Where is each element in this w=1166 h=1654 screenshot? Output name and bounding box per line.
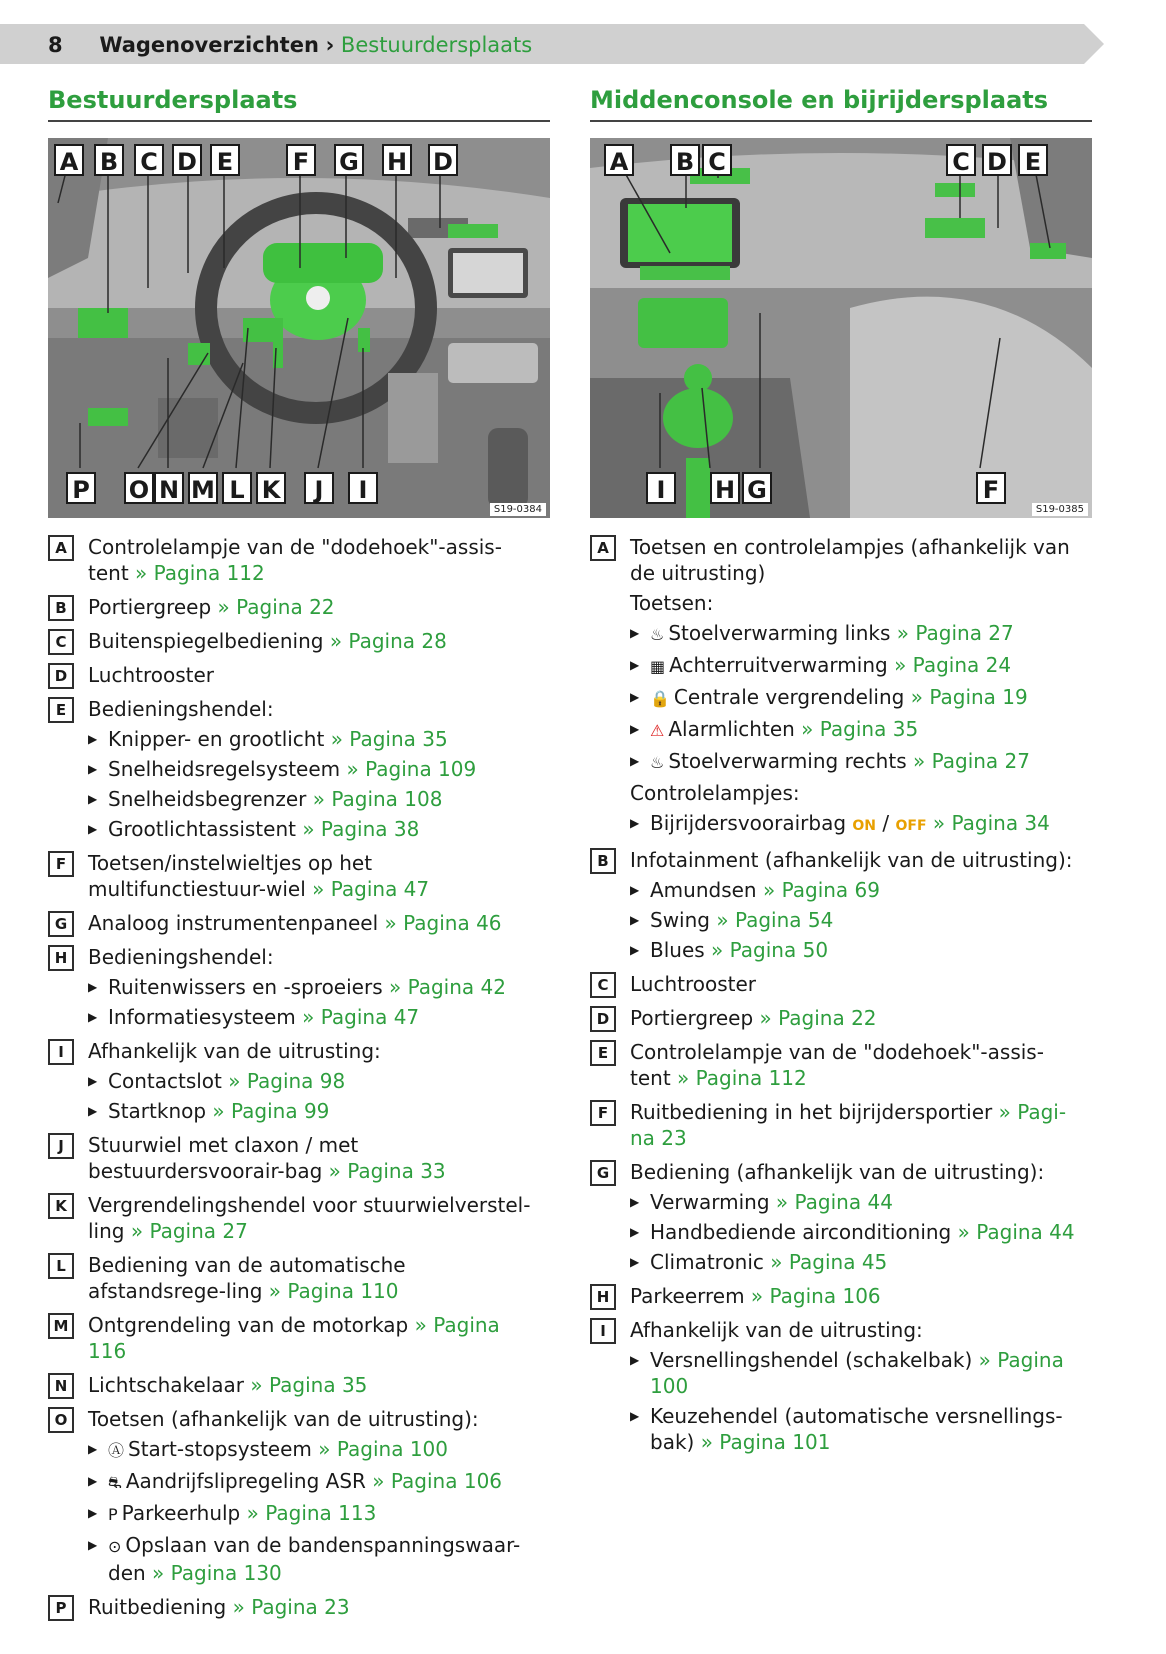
- legend-sub-item: [88, 756, 538, 782]
- page-ref-link[interactable]: » Pagina 112: [135, 561, 265, 585]
- page-ref-link[interactable]: » Pagina 116: [88, 1313, 500, 1363]
- page-ref-link[interactable]: » Pagina 35: [801, 717, 919, 741]
- sub-text: Startknop: [108, 1099, 207, 1123]
- legend-key: E: [48, 697, 74, 723]
- page-ref-link[interactable]: » Pagina 24: [894, 653, 1012, 677]
- legend-text: Afhankelijk van de uitrusting:: [88, 1039, 381, 1063]
- legend-sub-item: [630, 1347, 1080, 1399]
- page-ref-link[interactable]: » Pagina 54: [716, 908, 834, 932]
- page-ref-link[interactable]: » Pagina 22: [759, 1006, 877, 1030]
- legend-entry-f: [590, 1099, 1080, 1151]
- sub-text: Alarmlichten: [668, 717, 795, 741]
- page-ref-link[interactable]: » Pagina 113: [246, 1501, 377, 1525]
- legend-sub-item: [88, 1468, 538, 1496]
- center-console-illustration: [590, 138, 1092, 518]
- chapter-title: Wagenoverzichten: [99, 33, 319, 57]
- legend-key: N: [48, 1373, 74, 1399]
- legend-subheading: Toetsen:: [630, 591, 714, 615]
- legend-key: C: [590, 972, 616, 998]
- sub-text: Versnellingshendel (schakelbak): [650, 1348, 973, 1372]
- callout-label: N: [154, 472, 184, 504]
- callout-label: B: [94, 144, 124, 176]
- page-ref-link[interactable]: » Pagina 38: [302, 817, 420, 841]
- legend-entry-k: [48, 1192, 538, 1244]
- page-ref-link[interactable]: » Pagina 27: [896, 621, 1014, 645]
- legend-key: E: [590, 1040, 616, 1066]
- legend-key: O: [48, 1407, 74, 1433]
- sub-text: Achterruitverwarming: [669, 653, 888, 677]
- legend-text: Ontgrendeling van de motorkap: [88, 1313, 409, 1337]
- sub-text: Bijrijdersvoorairbag: [650, 811, 847, 835]
- page-ref-link[interactable]: » Pagina 42: [388, 975, 506, 999]
- legend-sub-item: [630, 1189, 1080, 1215]
- legend-key: M: [48, 1313, 74, 1339]
- page-ref-link[interactable]: » Pagina 112: [677, 1066, 807, 1090]
- start-stop-icon: Ⓐ: [108, 1441, 125, 1460]
- legend-entry-f: [48, 850, 538, 902]
- legend-sub-item: [630, 877, 1080, 903]
- legend-key: J: [48, 1133, 74, 1159]
- central-lock-icon: 🔒: [650, 689, 670, 708]
- page-ref-link[interactable]: » Pagina 99: [212, 1099, 330, 1123]
- legend-text: Toetsen en controlelampjes (afhankelijk van de uitrusting): [630, 535, 1070, 585]
- page-ref-link[interactable]: » Pagina 100: [650, 1348, 1064, 1398]
- page-ref-link[interactable]: » Pagina 100: [318, 1437, 448, 1461]
- seat-heating-right-icon: ♨: [650, 753, 665, 772]
- page-number: 8: [48, 33, 63, 57]
- legend-text: Buitenspiegelbediening: [88, 629, 324, 653]
- callout-label: B: [670, 144, 700, 176]
- sub-text: Grootlichtassistent: [108, 817, 296, 841]
- legend-key: F: [590, 1100, 616, 1126]
- legend-entry-c: [48, 628, 538, 654]
- legend-key: I: [590, 1318, 616, 1344]
- callout-label: E: [1018, 144, 1048, 176]
- callout-label: C: [702, 144, 732, 176]
- callout-label: L: [222, 472, 252, 504]
- legend-sub-item: [88, 1532, 538, 1586]
- legend-key: H: [590, 1284, 616, 1310]
- legend-key: D: [48, 663, 74, 689]
- callout-label: H: [382, 144, 412, 176]
- legend-sub-item: [630, 1403, 1080, 1455]
- legend-entry-b: [590, 847, 1080, 963]
- legend-text: Toetsen (afhankelijk van de uitrusting):: [88, 1407, 479, 1431]
- sub-text: Ruitenwissers en -sproeiers: [108, 975, 383, 999]
- right-section-title: Middenconsole en bijrijdersplaats: [590, 86, 1049, 114]
- page-ref-link[interactable]: » Pagina 110: [268, 1279, 399, 1303]
- callout-label: M: [188, 472, 218, 504]
- callout-label: G: [334, 144, 364, 176]
- legend-entry-d: [48, 662, 538, 688]
- legend-entry-g: [48, 910, 538, 936]
- legend-key: P: [48, 1595, 74, 1621]
- callout-label: C: [134, 144, 164, 176]
- legend-sub-item: [88, 786, 538, 812]
- legend-sub-item: [630, 810, 1080, 839]
- legend-entry-o: [48, 1406, 538, 1586]
- sub-text: Verwarming: [650, 1190, 770, 1214]
- left-section-title: Bestuurdersplaats: [48, 86, 298, 114]
- legend-text: Analoog instrumentenpaneel: [88, 911, 379, 935]
- airbag-off-icon: OFF: [895, 818, 927, 834]
- legend-entry-n: [48, 1372, 538, 1398]
- callout-label: I: [646, 472, 676, 504]
- legend-entry-h: [48, 944, 538, 1030]
- legend-text: Controlelampje van de "dodehoek"-assis-tent: [88, 535, 502, 585]
- tire-pressure-icon: ⊙: [108, 1537, 122, 1556]
- legend-entry-a: [590, 534, 1080, 839]
- page-ref-link[interactable]: » Pagina 34: [932, 811, 1050, 835]
- right-legend: [590, 534, 1080, 1463]
- legend-entry-i: [590, 1317, 1080, 1455]
- hazard-warning-icon: ⚠: [650, 721, 665, 740]
- sub-text: Stoelverwarming links: [668, 621, 891, 645]
- airbag-on-icon: ON: [852, 818, 877, 834]
- legend-text: Lichtschakelaar: [88, 1373, 245, 1397]
- callout-label: D: [428, 144, 458, 176]
- page-ref-link[interactable]: » Pagina 22: [217, 595, 335, 619]
- legend-sub-item: [88, 1068, 538, 1094]
- page-ref-link[interactable]: » Pagina 47: [312, 877, 430, 901]
- rear-window-heating-icon: ▦: [650, 657, 666, 676]
- page-ref-link[interactable]: » Pagina 46: [384, 911, 502, 935]
- legend-key: A: [590, 535, 616, 561]
- legend-key: F: [48, 851, 74, 877]
- callout-label: D: [982, 144, 1012, 176]
- callout-label: J: [304, 472, 334, 504]
- page-ref-link[interactable]: » Pagina 109: [346, 757, 477, 781]
- breadcrumb-current: Bestuurdersplaats: [340, 33, 533, 57]
- left-legend: [48, 534, 538, 1628]
- page-ref-link[interactable]: » Pagina 27: [912, 749, 1030, 773]
- page-ref-link[interactable]: » Pagina 28: [329, 629, 447, 653]
- page-ref-link[interactable]: » Pagina 19: [910, 685, 1028, 709]
- sub-text: Aandrijfslipregeling ASR: [125, 1469, 366, 1493]
- callout-label: D: [172, 144, 202, 176]
- callout-label: E: [210, 144, 240, 176]
- legend-text: Bediening (afhankelijk van de uitrusting):: [630, 1160, 1045, 1184]
- legend-sub-item: [88, 726, 538, 752]
- legend-text: Vergrendelingshendel voor stuurwielverstel-ling: [88, 1193, 531, 1243]
- sub-text: Snelheidsregelsysteem: [108, 757, 341, 781]
- legend-sub-item: [630, 907, 1080, 933]
- legend-sub-item: [88, 1500, 538, 1528]
- legend-entry-e: [590, 1039, 1080, 1091]
- sub-text: Amundsen: [650, 878, 757, 902]
- page-ref-link[interactable]: » Pagina 35: [330, 727, 448, 751]
- page-ref-link[interactable]: » Pagina 44: [775, 1190, 893, 1214]
- sub-text: Swing: [650, 908, 710, 932]
- legend-text: Controlelampje van de "dodehoek"-assis-tent: [630, 1040, 1044, 1090]
- legend-sub-item: [88, 1098, 538, 1124]
- parking-aid-icon: P: [108, 1505, 118, 1524]
- page-ref-link[interactable]: » Pagina 33: [328, 1159, 446, 1183]
- traction-control-icon: ⛐: [108, 1473, 122, 1492]
- legend-sub-item: [88, 816, 538, 842]
- legend-entry-b: [48, 594, 538, 620]
- page-ref-link[interactable]: » Pagina 50: [711, 938, 829, 962]
- legend-text: Portiergreep: [630, 1006, 754, 1030]
- callout-label: H: [710, 472, 740, 504]
- legend-text: Ruitbediening in het bijrijdersportier: [630, 1100, 993, 1124]
- slash: /: [882, 811, 890, 835]
- legend-key: H: [48, 945, 74, 971]
- legend-key: I: [48, 1039, 74, 1065]
- sub-text: Knipper- en grootlicht: [108, 727, 325, 751]
- legend-entry-g: [590, 1159, 1080, 1275]
- legend-text: Afhankelijk van de uitrusting:: [630, 1318, 923, 1342]
- legend-key: L: [48, 1253, 74, 1279]
- right-section-rule: [590, 120, 1092, 122]
- legend-text: Luchtrooster: [88, 663, 215, 687]
- legend-sub-item: [88, 974, 538, 1000]
- legend-sub-item: [630, 684, 1080, 712]
- page-ref-link[interactable]: » Pagina 101: [700, 1430, 831, 1454]
- legend-text: Bedieningshendel:: [88, 697, 274, 721]
- legend-key: K: [48, 1193, 74, 1219]
- callout-label: A: [54, 144, 84, 176]
- legend-text: Stuurwiel met claxon / met bestuurdersvoorair-bag: [88, 1133, 359, 1183]
- legend-sub-item: [630, 716, 1080, 744]
- legend-text: Bediening van de automatische afstandsrege-ling: [88, 1253, 406, 1303]
- legend-subheading: Controlelampjes:: [630, 781, 800, 805]
- sub-text: Opslaan van de bandenspanningswaar-den: [108, 1533, 521, 1585]
- sub-text: Informatiesysteem: [108, 1005, 296, 1029]
- legend-text: Portiergreep: [88, 595, 212, 619]
- legend-sub-item: [630, 748, 1080, 776]
- left-section-rule: [48, 120, 550, 122]
- figure-code: S19-0385: [1032, 503, 1088, 516]
- callout-label: I: [348, 472, 378, 504]
- legend-text: Infotainment (afhankelijk van de uitrusting):: [630, 848, 1073, 872]
- legend-key: B: [48, 595, 74, 621]
- legend-entry-c: [590, 971, 1080, 997]
- page-ref-link[interactable]: » Pagina 45: [770, 1250, 888, 1274]
- callout-label: O: [124, 472, 154, 504]
- page-ref-link[interactable]: » Pagina 98: [228, 1069, 346, 1093]
- legend-text: Ruitbediening: [88, 1595, 227, 1619]
- legend-sub-item: [88, 1004, 538, 1030]
- driver-cockpit-figure: [48, 138, 550, 518]
- legend-entry-d: [590, 1005, 1080, 1031]
- sub-text: Handbediende airconditioning: [650, 1220, 952, 1244]
- header: [48, 33, 532, 57]
- page-ref-link[interactable]: » Pagina 27: [130, 1219, 248, 1243]
- figure-code: S19-0384: [490, 503, 546, 516]
- page-ref-link[interactable]: » Pagina 44: [957, 1220, 1075, 1244]
- page-ref-link[interactable]: » Pagina 106: [750, 1284, 881, 1308]
- sub-text: Start-stopsysteem: [128, 1437, 312, 1461]
- breadcrumb-separator: ›: [325, 33, 335, 57]
- legend-text: Luchtrooster: [630, 972, 757, 996]
- legend-entry-a: [48, 534, 538, 586]
- legend-key: C: [48, 629, 74, 655]
- sub-text: Snelheidsbegrenzer: [108, 787, 307, 811]
- callout-label: F: [286, 144, 316, 176]
- page-ref-link[interactable]: » Pagina 23: [232, 1595, 350, 1619]
- callout-label: F: [976, 472, 1006, 504]
- legend-entry-p: [48, 1594, 538, 1620]
- callout-label: A: [604, 144, 634, 176]
- legend-entry-h: [590, 1283, 1080, 1309]
- legend-entry-m: [48, 1312, 538, 1364]
- callout-label: C: [946, 144, 976, 176]
- legend-sub-item: [630, 1219, 1080, 1245]
- legend-sub-item: [88, 1436, 538, 1464]
- legend-sub-item: [630, 937, 1080, 963]
- legend-key: B: [590, 848, 616, 874]
- page-ref-link[interactable]: » Pagina 106: [372, 1469, 503, 1493]
- page-ref-link[interactable]: » Pagina 108: [312, 787, 443, 811]
- callout-label: K: [256, 472, 286, 504]
- legend-entry-e: [48, 696, 538, 842]
- driver-cockpit-illustration: [48, 138, 550, 518]
- legend-entry-l: [48, 1252, 538, 1304]
- page-ref-link[interactable]: » Pagina 130: [152, 1561, 282, 1585]
- legend-key: D: [590, 1006, 616, 1032]
- callout-label: G: [742, 472, 772, 504]
- sub-text: Stoelverwarming rechts: [668, 749, 907, 773]
- sub-text: Centrale vergrendeling: [673, 685, 905, 709]
- legend-text: Bedieningshendel:: [88, 945, 274, 969]
- sub-text: Climatronic: [650, 1250, 764, 1274]
- legend-key: G: [48, 911, 74, 937]
- sub-text: Contactslot: [108, 1069, 222, 1093]
- page-ref-link[interactable]: » Pagina 47: [302, 1005, 420, 1029]
- callout-label: P: [66, 472, 96, 504]
- legend-entry-i: [48, 1038, 538, 1124]
- center-console-figure: [590, 138, 1092, 518]
- sub-text: Keuzehendel (automatische versnellings-bak): [650, 1404, 1063, 1454]
- legend-entry-j: [48, 1132, 538, 1184]
- legend-key: A: [48, 535, 74, 561]
- legend-sub-item: [630, 620, 1080, 648]
- page-ref-link[interactable]: » Pagina 69: [762, 878, 880, 902]
- page-ref-link[interactable]: » Pagi-na 23: [630, 1100, 1067, 1150]
- page-ref-link[interactable]: » Pagina 35: [250, 1373, 368, 1397]
- seat-heating-left-icon: ♨: [650, 625, 665, 644]
- sub-text: Blues: [650, 938, 705, 962]
- legend-sub-item: [630, 652, 1080, 680]
- legend-text: Parkeerrem: [630, 1284, 745, 1308]
- legend-sub-item: [630, 1249, 1080, 1275]
- legend-key: G: [590, 1160, 616, 1186]
- legend-text: Toetsen/instelwieltjes op het multifunctiestuur-wiel: [88, 851, 373, 901]
- sub-text: Parkeerhulp: [121, 1501, 241, 1525]
